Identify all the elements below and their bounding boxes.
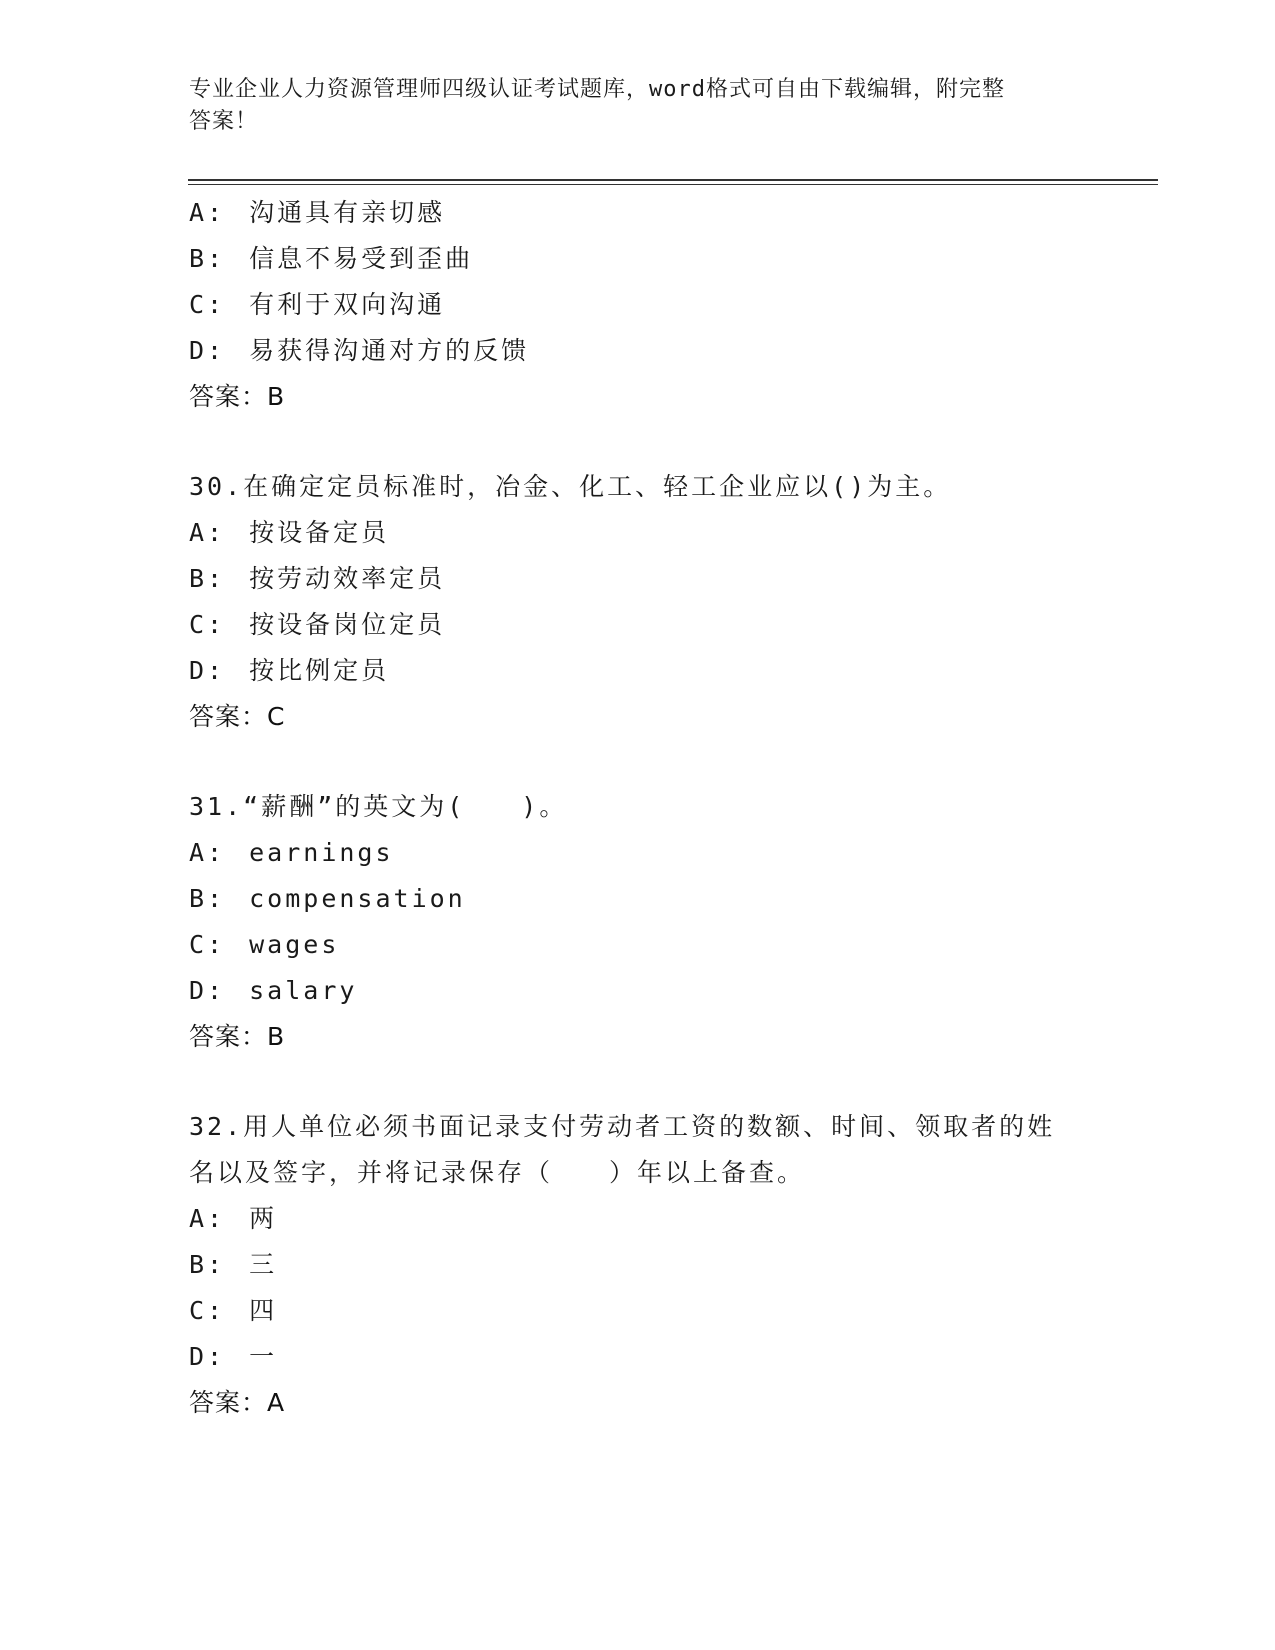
- question-29: [189, 190, 1089, 420]
- question-list: [189, 190, 1089, 1426]
- option-text: 沟通具有亲切感: [249, 198, 446, 227]
- option-text: compensation: [249, 884, 466, 913]
- option-c: [189, 282, 1089, 328]
- header-line-2: 答案！: [189, 109, 259, 134]
- option-text: 按劳动效率定员: [249, 564, 446, 593]
- option-text: salary: [249, 976, 358, 1005]
- question-text: 30.在确定定员标准时，冶金、化工、轻工企业应以()为主。: [189, 472, 952, 501]
- question-text-line-1: 32.用人单位必须书面记录支付劳动者工资的数额、时间、领取者的姓: [189, 1112, 1056, 1141]
- answer-line: 答案：A: [189, 1388, 286, 1417]
- option-label: C:: [189, 930, 226, 959]
- answer-line: 答案：B: [189, 382, 286, 411]
- option-d: [189, 328, 1089, 374]
- question-32: [189, 1104, 1089, 1426]
- option-label: C:: [189, 1296, 226, 1325]
- option-label: C:: [189, 610, 226, 639]
- option-text: 按比例定员: [249, 656, 390, 685]
- option-text: earnings: [249, 838, 394, 867]
- option-text: 按设备定员: [249, 518, 390, 547]
- option-label: A:: [189, 1204, 226, 1233]
- option-text: 按设备岗位定员: [249, 610, 446, 639]
- option-text: 两: [249, 1204, 278, 1233]
- question-31: [189, 784, 1089, 1060]
- option-b: [189, 236, 1089, 282]
- option-label: D:: [189, 976, 226, 1005]
- option-a: [189, 190, 1089, 236]
- option-b: [189, 1242, 1089, 1288]
- option-label: A:: [189, 198, 226, 227]
- question-text-line-2: 名以及签字，并将记录保存（ ）年以上备查。: [189, 1158, 806, 1187]
- option-label: B:: [189, 884, 226, 913]
- option-text: 有利于双向沟通: [249, 290, 446, 319]
- option-label: A:: [189, 518, 226, 547]
- option-text: 一: [249, 1342, 278, 1371]
- header-divider-thick: [188, 179, 1158, 181]
- option-label: C:: [189, 290, 226, 319]
- option-b: [189, 556, 1089, 602]
- option-d: [189, 648, 1089, 694]
- option-text: 易获得沟通对方的反馈: [249, 336, 530, 365]
- option-label: B:: [189, 1250, 226, 1279]
- header-line-1: 专业企业人力资源管理师四级认证考试题库，word格式可自由下载编辑，附完整: [189, 77, 1005, 102]
- option-label: D:: [189, 336, 226, 365]
- document-header: [189, 74, 1069, 138]
- option-label: A:: [189, 838, 226, 867]
- option-a: [189, 830, 1089, 876]
- option-text: wages: [249, 930, 340, 959]
- option-d: [189, 1334, 1089, 1380]
- option-a: [189, 510, 1089, 556]
- option-text: 三: [249, 1250, 278, 1279]
- option-text: 信息不易受到歪曲: [249, 244, 474, 273]
- option-label: D:: [189, 1342, 226, 1371]
- option-text: 四: [249, 1296, 278, 1325]
- question-30: [189, 464, 1089, 740]
- option-c: [189, 602, 1089, 648]
- option-d: [189, 968, 1089, 1014]
- option-label: B:: [189, 244, 226, 273]
- answer-line: 答案：C: [189, 702, 286, 731]
- header-divider-thin: [188, 184, 1158, 185]
- option-a: [189, 1196, 1089, 1242]
- option-b: [189, 876, 1089, 922]
- option-c: [189, 1288, 1089, 1334]
- answer-line: 答案：B: [189, 1022, 286, 1051]
- question-text: 31.“薪酬”的英文为( )。: [189, 792, 568, 821]
- option-label: D:: [189, 656, 226, 685]
- option-c: [189, 922, 1089, 968]
- option-label: B:: [189, 564, 226, 593]
